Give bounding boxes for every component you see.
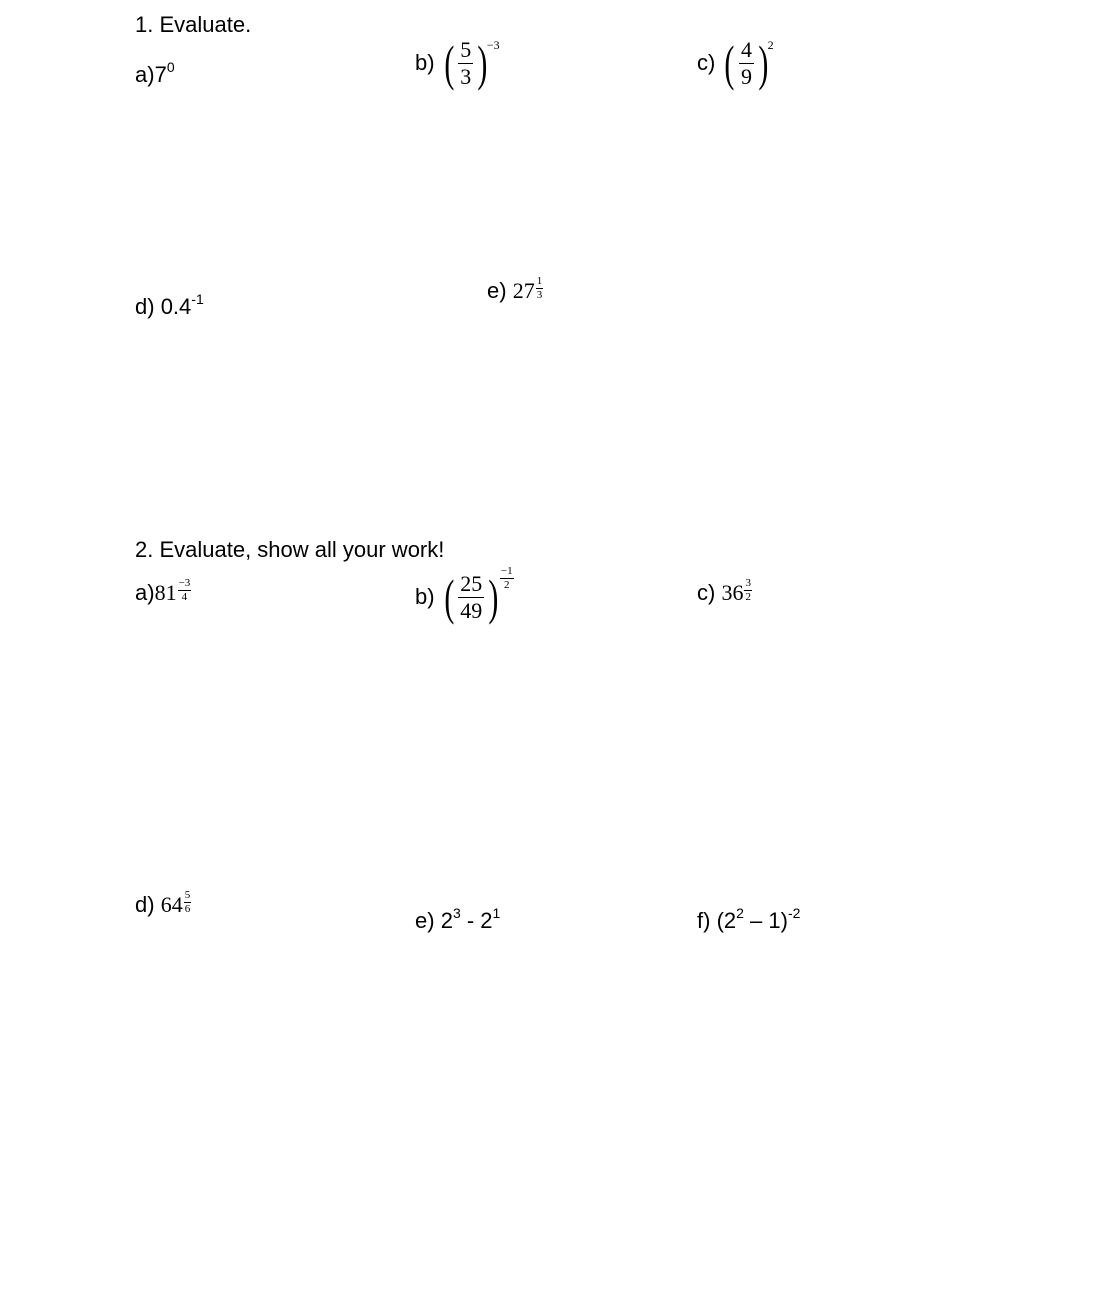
denominator: 9: [740, 63, 752, 89]
fraction-exponent: [500, 566, 514, 591]
fraction-exponent: [178, 578, 192, 603]
exponent-denominator: 2: [503, 579, 510, 591]
exponent-denominator: 3: [536, 289, 543, 301]
exponent-denominator: 4: [181, 591, 188, 603]
section-2-title: 2. Evaluate, show all your work!: [135, 537, 445, 562]
problem-label: b): [415, 50, 435, 75]
problem-label: c): [697, 50, 716, 75]
left-paren: (: [443, 35, 454, 91]
exponent-numerator: 5: [184, 889, 191, 901]
exponent-numerator: −3: [178, 577, 191, 589]
exponent-denominator: 2: [745, 591, 751, 603]
exponent-denominator: 6: [184, 903, 191, 915]
left-paren: (: [443, 569, 454, 625]
fraction: [458, 38, 473, 87]
problem-2b: [415, 565, 514, 625]
term-1-exponent: 3: [452, 905, 461, 921]
term-1-base: 2: [440, 908, 453, 933]
outer-exponent: -2: [787, 905, 801, 921]
exponent: −3: [486, 38, 500, 52]
operator: -: [460, 908, 481, 933]
exponent-numerator: −1: [500, 565, 513, 577]
left-paren: (: [724, 35, 735, 91]
denominator: 3: [460, 63, 472, 89]
base: 27: [512, 278, 535, 303]
right-paren: ): [477, 35, 488, 91]
problem-label: b): [415, 584, 435, 609]
problem-1b: [415, 35, 500, 91]
inner-exponent: 2: [736, 905, 744, 921]
base: 64: [160, 892, 183, 917]
problem-1d: [135, 291, 204, 320]
problem-2d: [135, 890, 191, 918]
problem-label: d): [135, 892, 155, 917]
problem-label: d): [135, 294, 155, 319]
base: 7: [154, 62, 167, 87]
exponent: -1: [191, 291, 204, 307]
problem-2a: [135, 578, 191, 606]
section-1-title: 1. Evaluate.: [135, 12, 252, 37]
exponent: 2: [767, 38, 774, 52]
problem-2f: [697, 905, 801, 934]
problem-2e: [415, 905, 501, 934]
base: 0.4: [160, 294, 192, 319]
expression-rest: – 1): [743, 908, 788, 933]
numerator: 4: [740, 37, 752, 63]
term-2-base: 2: [480, 908, 493, 933]
base: 36: [721, 580, 744, 605]
problem-1a: [135, 59, 175, 88]
problem-label: f): [697, 908, 711, 933]
problem-label: c): [697, 580, 716, 605]
problem-1e: [487, 276, 543, 304]
problem-label: a): [135, 62, 155, 87]
problem-2c: [697, 578, 752, 606]
fraction: [739, 38, 754, 87]
expression-open: (2: [716, 908, 737, 933]
fraction-exponent: [536, 276, 544, 301]
numerator: 25: [460, 571, 483, 597]
right-paren: ): [488, 569, 499, 625]
problem-label: e): [487, 278, 507, 303]
exponent-numerator: 3: [745, 577, 751, 589]
problem-label: a): [135, 580, 155, 605]
exponent: 0: [166, 59, 175, 75]
fraction-exponent: [744, 578, 752, 603]
numerator: 5: [460, 37, 472, 63]
base: 81: [154, 580, 177, 605]
problem-label: e): [415, 908, 435, 933]
denominator: 49: [460, 597, 483, 623]
fraction: [458, 572, 484, 621]
fraction-exponent: [184, 890, 192, 915]
term-2-exponent: 1: [492, 905, 501, 921]
right-paren: ): [758, 35, 769, 91]
problem-1c: [697, 35, 774, 91]
exponent-numerator: 1: [536, 275, 543, 287]
